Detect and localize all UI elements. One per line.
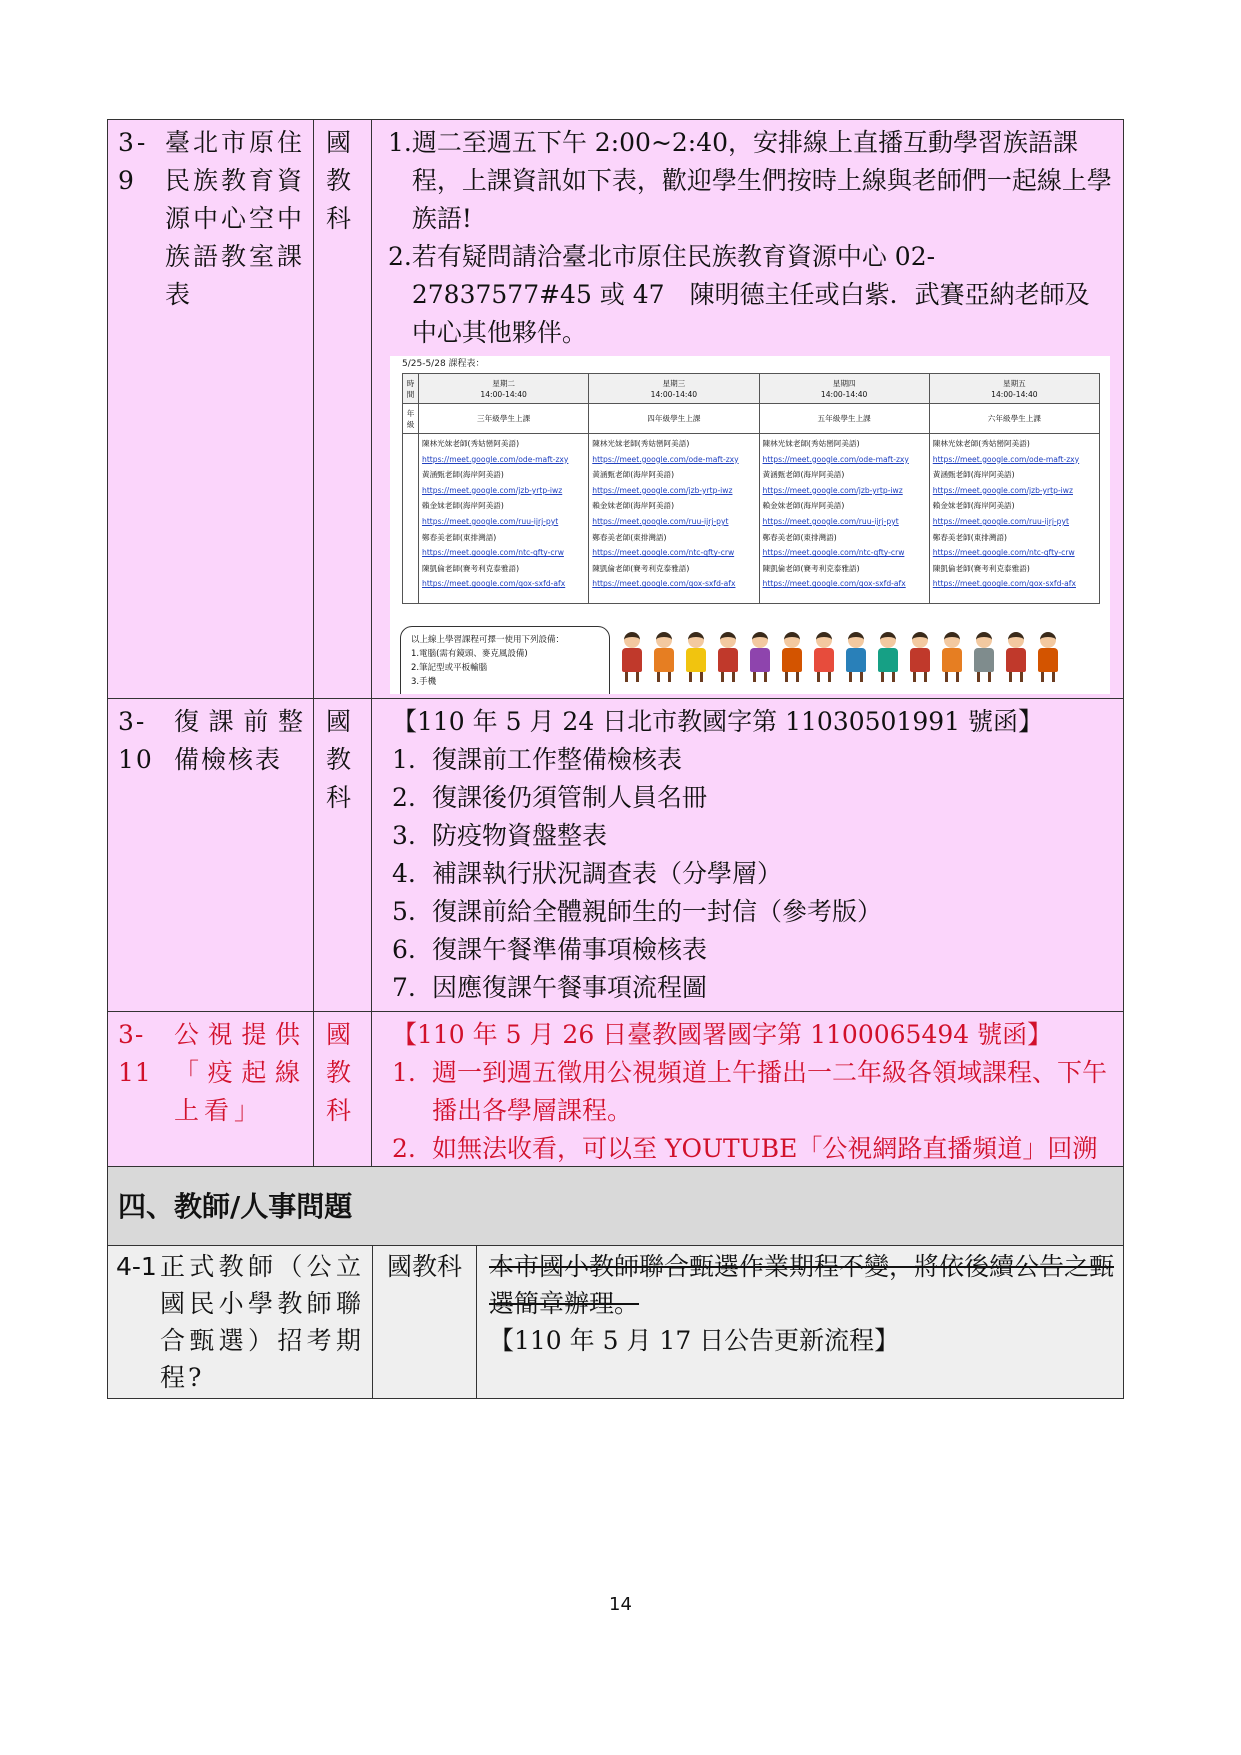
- meet-link[interactable]: https://meet.google.com/qox-sxfd-afx: [762, 579, 906, 589]
- item-title-cell: [108, 120, 314, 699]
- day-header: 星期三 14:00-14:40: [589, 374, 759, 404]
- dept-label: 國教科: [326, 128, 352, 233]
- list-item: 如無法收看，可以至 YOUTUBE「公視網路直播頻道」回溯: [432, 1134, 1098, 1163]
- checklist-item: 因應復課午餐事項流程圖: [432, 973, 708, 1002]
- table-row: [108, 699, 1124, 1012]
- item-text: 若有疑問請洽臺北市原住民族教育資源中心 02-27837577#45 或 47 陳明德主任或白紫．武賽亞納老師及中心其他夥伴。: [411, 242, 1090, 347]
- item-id: 3-11: [118, 1020, 152, 1087]
- item-title-cell: [108, 1246, 373, 1399]
- schedule-image: [390, 356, 1110, 694]
- dept-cell: [314, 120, 372, 699]
- item-title: 正式教師（公立國民小學教師聯合甄選）招考期程?: [160, 1252, 364, 1392]
- item-title: 公視提供「疫起線上看」: [174, 1020, 305, 1125]
- item-id: 4-1: [116, 1252, 157, 1281]
- meet-link[interactable]: https://meet.google.com/qox-sxfd-afx: [932, 579, 1076, 589]
- content-cell: 【110 年 5 月 24 日北市教國字第 11030501991 號函】 1. 復課前工作整備檢核表 2. 復課後仍須管制人員名冊 3. 防疫物資盤整表 4. 補課執行狀況調查表（分學層） 5. 復課前給全體親師生的一封信（參考版） 6. 復課午餐準備事項檢核表 7. 因應復課午餐事項流程圖: [372, 699, 1124, 1012]
- checklist-item: 防疫物資盤整表: [432, 821, 608, 850]
- schedule-table: [402, 373, 1100, 604]
- day-header: 星期五 14:00-14:40: [929, 374, 1099, 404]
- meet-link[interactable]: https://meet.google.com/ruu-ijrj-pyt: [932, 516, 1069, 526]
- meet-link[interactable]: https://meet.google.com/ruu-ijrj-pyt: [762, 516, 899, 526]
- table-row: [108, 120, 1124, 699]
- grade-cell: 三年級學生上課: [419, 404, 589, 434]
- checklist-item: 補課執行狀況調查表（分學層）: [432, 859, 783, 888]
- dept-label: 國教科: [387, 1252, 463, 1281]
- item-text: 週二至週五下午 2:00~2:40，安排線上直播互動學習族語課程，上課資訊如下表，歡迎學生們按時上線與老師們一起線上學族語!: [411, 128, 1112, 233]
- meet-link[interactable]: https://meet.google.com/ode-maft-zxy: [592, 454, 739, 464]
- schedule-caption: 5/25-5/28 課程表：: [402, 359, 485, 369]
- grade-label: 年級: [403, 404, 419, 434]
- dept-cell: [373, 1246, 477, 1399]
- teacher-list: 陳林光妹老師(秀姑巒阿美語) https://meet.google.com/ode-maft-zxy 黃涵甄老師(海岸阿美語) https://meet.google.com/jzb-yrtp-iwz 賴金妹老師(海岸阿美語) https://meet.google.com/ruu-ijrj-pyt 鄭春美老師(東排灣語) https://meet.google.com/ntc-qfty-crw 陳凱倫老師(賽考利克泰雅語) https://meet.google.com/qox-sxfd-afx: [589, 434, 759, 604]
- teacher-list: 陳林光妹老師(秀姑巒阿美語) https://meet.google.com/ode-maft-zxy 黃涵甄老師(海岸阿美語) https://meet.google.com/jzb-yrtp-iwz 賴金妹老師(海岸阿美語) https://meet.google.com/ruu-ijrj-pyt 鄭春美老師(東排灣語) https://meet.google.com/ntc-qfty-crw 陳凱倫老師(賽考利克泰雅語) https://meet.google.com/qox-sxfd-afx: [759, 434, 929, 604]
- day-header: 星期二 14:00-14:40: [419, 374, 589, 404]
- content-cell: 【110 年 5 月 26 日臺教國署國字第 1100065494 號函】 1. 週一到週五徵用公視頻道上午播出一二年級各領域課程、下午播出各學層課程。 2. 如無法收看，可以至 YOUTUBE「公視網路直播頻道」回溯: [372, 1012, 1124, 1211]
- struck-notice: 本市國小教師聯合甄選作業期程不變，將依後續公告之甄選簡章辦理。: [489, 1252, 1115, 1318]
- item-title: 復課前整備檢核表: [174, 707, 305, 774]
- checklist-item: 復課前給全體親師生的一封信（參考版）: [432, 897, 883, 926]
- checklist-item: 復課後仍須管制人員名冊: [432, 783, 708, 812]
- item-id: 3-9: [118, 128, 149, 195]
- grade-cell: 四年級學生上課: [589, 404, 759, 434]
- content-cell: [477, 1246, 1124, 1399]
- meet-link[interactable]: https://meet.google.com/ode-maft-zxy: [422, 454, 569, 464]
- meet-link[interactable]: https://meet.google.com/ruu-ijrj-pyt: [592, 516, 729, 526]
- dept-label: 國教科: [326, 1020, 352, 1125]
- section-heading: 四、教師/人事問題: [108, 1167, 1124, 1246]
- schedule-teacher-row: [403, 434, 1100, 604]
- meet-link[interactable]: https://meet.google.com/qox-sxfd-afx: [422, 579, 566, 589]
- page-number: 14: [609, 1594, 632, 1615]
- schedule-header-row: [403, 374, 1100, 404]
- reference-line: 【110 年 5 月 17 日公告更新流程】: [489, 1326, 900, 1355]
- table-row: [108, 1246, 1124, 1399]
- time-label: 時間: [403, 374, 419, 404]
- meet-link[interactable]: https://meet.google.com/jzb-yrtp-iwz: [762, 485, 903, 495]
- meet-link[interactable]: https://meet.google.com/ntc-qfty-crw: [932, 548, 1075, 558]
- meet-link[interactable]: https://meet.google.com/ode-maft-zxy: [932, 454, 1080, 464]
- meet-link[interactable]: https://meet.google.com/jzb-yrtp-iwz: [592, 485, 733, 495]
- teacher-list: 陳林光妹老師(秀姑巒阿美語) https://meet.google.com/ode-maft-zxy 黃涵甄老師(海岸阿美語) https://meet.google.com/jzb-yrtp-iwz 賴金妹老師(海岸阿美語) https://meet.google.com/ruu-ijrj-pyt 鄭春美老師(東排灣語) https://meet.google.com/ntc-qfty-crw 陳凱倫老師(賽考利克泰雅語) https://meet.google.com/qox-sxfd-afx: [419, 434, 589, 604]
- meet-link[interactable]: https://meet.google.com/jzb-yrtp-iwz: [932, 485, 1073, 495]
- teacher-list: 陳林光妹老師(秀姑巒阿美語) https://meet.google.com/ode-maft-zxy 黃涵甄老師(海岸阿美語) https://meet.google.com/jzb-yrtp-iwz 賴金妹老師(海岸阿美語) https://meet.google.com/ruu-ijrj-pyt 鄭春美老師(東排灣語) https://meet.google.com/ntc-qfty-crw 陳凱倫老師(賽考利克泰雅語) https://meet.google.com/qox-sxfd-afx: [929, 434, 1099, 604]
- meet-link[interactable]: https://meet.google.com/ntc-qfty-crw: [422, 548, 564, 558]
- checklist-item: 復課前工作整備檢核表: [432, 745, 683, 774]
- reference-line: 【110 年 5 月 26 日臺教國署國字第 1100065494 號函】: [392, 1020, 1053, 1049]
- schedule-grade-row: [403, 404, 1100, 434]
- checklist-item: 復課午餐準備事項檢核表: [432, 935, 708, 964]
- reference-line: 【110 年 5 月 24 日北市教國字第 11030501991 號函】: [392, 707, 1044, 736]
- announcement-table: [107, 119, 1124, 1211]
- teacher-personnel-table: [107, 1166, 1124, 1399]
- equipment-note: 以上線上學習課程可擇一使用下列設備： 1.電腦(需有鏡頭、麥克風設備) 2.筆記型或平板輸腦 3.手機: [400, 626, 610, 694]
- grade-cell: 六年級學生上課: [929, 404, 1099, 434]
- item-title-cell: [108, 699, 314, 1012]
- item-number: 1.: [388, 128, 412, 157]
- grade-cell: 五年級學生上課: [759, 404, 929, 434]
- content-cell: [372, 120, 1124, 699]
- meet-link[interactable]: https://meet.google.com/ode-maft-zxy: [762, 454, 909, 464]
- item-title: 臺北市原住民族教育資源中心空中族語教室課表: [165, 128, 306, 309]
- day-header: 星期四 14:00-14:40: [759, 374, 929, 404]
- meet-link[interactable]: https://meet.google.com/qox-sxfd-afx: [592, 579, 736, 589]
- meet-link[interactable]: https://meet.google.com/jzb-yrtp-iwz: [422, 485, 563, 495]
- dept-label: 國教科: [326, 707, 352, 812]
- meet-link[interactable]: https://meet.google.com/ruu-ijrj-pyt: [422, 516, 559, 526]
- meet-link[interactable]: https://meet.google.com/ntc-qfty-crw: [762, 548, 905, 558]
- indigenous-children-illustration: [620, 626, 1060, 684]
- item-id: 3-10: [118, 707, 154, 774]
- item-number: 2.: [388, 242, 412, 271]
- list-item: 週一到週五徵用公視頻道上午播出一二年級各領域課程、下午播出各學層課程。: [432, 1058, 1108, 1125]
- dept-cell: [314, 699, 372, 1012]
- meet-link[interactable]: https://meet.google.com/ntc-qfty-crw: [592, 548, 735, 558]
